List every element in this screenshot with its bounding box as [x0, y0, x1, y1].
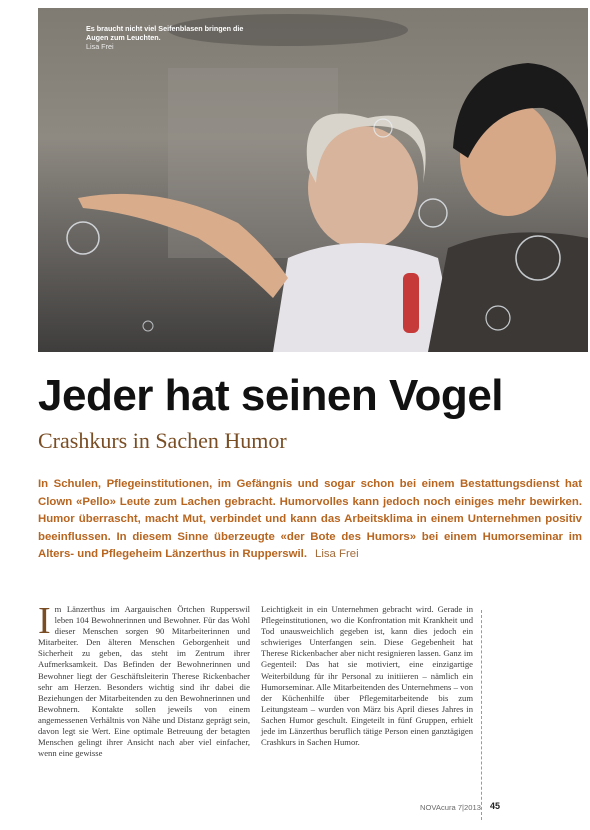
author-name: Lisa Frei	[314, 548, 359, 560]
article-photo	[38, 8, 588, 352]
article-headline: Jeder hat seinen Vogel	[38, 371, 504, 420]
page-number: 45	[490, 801, 501, 811]
photo-caption	[86, 24, 246, 51]
photo-caption-text: Es braucht nicht viel Seifenblasen bringen die Augen zum Leuchten.	[86, 24, 244, 42]
body-column-left	[38, 600, 250, 759]
lead-text: In Schulen, Pflegeinstitutionen, im Gefängnis und sogar schon bei einem Bestattungsdienst hat Clown «Pello» Leute zum Lachen gebracht. Humorvolles kann jedoch noch einiges mehr bewirken. Humor überrascht, macht Mut, verbindet und kann das Arbeitsklima in einem Unternehmen positiv beeinflussen. In diesem Sinne überzeugte «der Bote des Humors» bei einem Humorseminar im Alters- und Pflegeheim Länzerthus in Rupperswil.	[38, 478, 582, 560]
body-text-left: m Länzerthus im Aargauischen Örtchen Rupperswil leben 104 Bewohnerinnen und Bewohner. Für das Wohl dieser Menschen sorgen 90 Mitarbeiterinnen und Mitarbeiter. Den älteren Menschen Geborgenheit und Sicherheit zu geben, das steht im Zentrum ihrer Aufmerksamkeit. Das Befinden der Bewohnerinnen und Bewohner liegt der Geschäftsleiterin Therese Rickenbacher sehr am Herzen. Besonders wichtig sind ihr dabei die Beziehungen der Mitarbeitenden zu den Bewohnerinnen und Bewohnern. Kontakte sollen jeweils von einem angemessenen Verhältnis von Nähe und Distanz geprägt sein, davon legt sie Wert. Eine optimale Betreuung der betagten Menschen gelingt ihrer Ansicht nach aber viel einfacher, wenn eine gewisse	[38, 604, 250, 759]
drop-cap: I	[38, 600, 51, 642]
article-lead	[38, 476, 582, 564]
body-text-right: Leichtigkeit in ein Unternehmen gebracht wird. Gerade in Pflegeinstitutionen, wo die Konfrontation mit Krankheit und Tod unausweichlich gegeben ist, kann dies jedoch ein schwieriges Unterfangen sein. Diese Gegebenheit hat Therese Rickenbacher aber nicht resignieren lassen. Ganz im Gegenteil: Das hat sie motiviert, eine einzigartige Weiterbildung für ihr Personal zu initiieren – nämlich ein Humorseminar. Alle Mitarbeitenden des Unternehmens – von der Küchenhilfe über Pflegemitarbeitende bis zum Leitungsteam – wurden von März bis April dieses Jahres in Sachen Humor geschult. Eingeteilt in fünf Gruppen, erhielt jede im Länzerthus beruflich tätige Person einen ganztägigen Crashkurs in Sachen Humor.	[261, 604, 473, 748]
column-divider	[481, 610, 482, 820]
body-column-right	[261, 604, 473, 748]
photo-illustration	[38, 8, 588, 352]
photo-credit: Lisa Frei	[86, 42, 114, 51]
article-subhead: Crashkurs in Sachen Humor	[38, 428, 287, 453]
magazine-footer: NOVAcura 7|2013	[420, 803, 481, 812]
